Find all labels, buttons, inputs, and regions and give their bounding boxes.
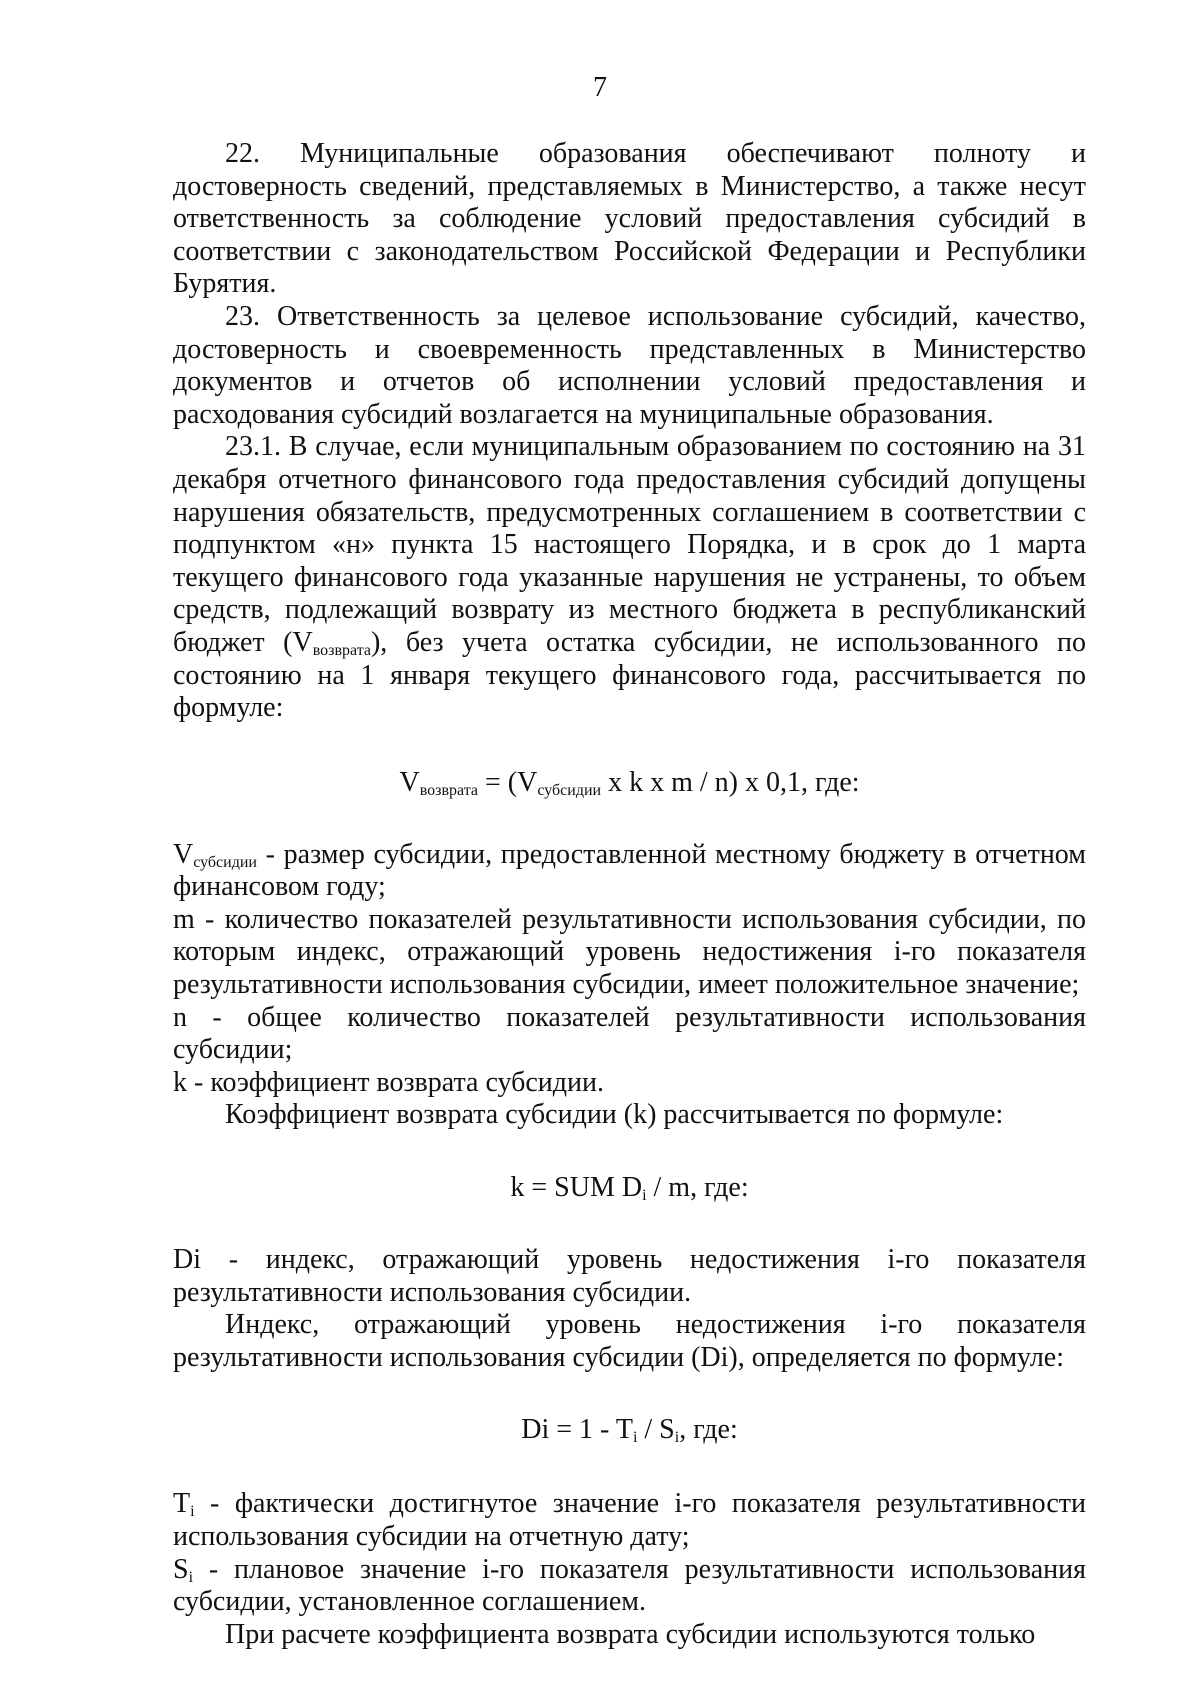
di-intro: Индекс, отражающий уровень недостижения i-го показателя результативности использования субсидии (Di), определяется по формуле: xyxy=(173,1309,1086,1373)
k-intro: Коэффициент возврата субсидии (k) рассчитывается по формуле: xyxy=(225,1099,1004,1131)
definition-m: m - количество показателей результативности использования субсидии, по которым индекс, отражающий уровень недостижения i-го показателя результативности использования субсидии, имеет положительное значение; xyxy=(173,903,1086,1001)
paragraph-23: 23. Ответственность за целевое использование субсидий, качество, достоверность и своевременность представленных в Министерство документов и отчетов об исполнении условий предоставления и расходования субсидий возлагается на муниципальные образования. xyxy=(173,300,1086,430)
last-paragraph: При расчете коэффициента возврата субсидии используются только xyxy=(225,1618,1036,1650)
definition-si: $S_i$ - плановое значение i-го показателя результативности использования субсидии, установленное соглашением. xyxy=(173,1553,1086,1618)
definition-v-subsidy: $V_{субсидии}$ - размер субсидии, предоставленной местному бюджету в отчетном финансовом году; xyxy=(173,838,1086,903)
page-number: 7 xyxy=(593,72,607,103)
paragraph-23-1: 23.1. В случае, если муниципальным образованием по состоянию на 31 декабря отчетного финансового года предоставления субсидий допущены нарушения обязательств, предусмотренных соглашением в соответствии с подпунктом «н» пункта 15 настоящего Порядка, и в срок до 1 марта текущего финансового года указанные нарушения не устранены, то объем средств, подлежащий возврату из местного бюджета в республиканский бюджет $(V_{возврата})$, без учета остатка субсидии, не использованного по состоянию на 1 января текущего финансового года, рассчитывается по формуле: xyxy=(173,431,1086,724)
formula-di: $Di = 1 - T_i / S_i$, где: xyxy=(521,1414,738,1447)
definition-k: k - коэффициент возврата субсидии. xyxy=(173,1066,605,1098)
paragraph-22: 22. Муниципальные образования обеспечивают полноту и достоверность сведений, представляемых в Министерство, а также несут ответственность за соблюдение условий предоставления субсидий в соответствии с законодательством Российской Федерации и Республики Бурятия. xyxy=(173,138,1086,300)
definition-di: Di - индекс, отражающий уровень недостижения i-го показателя результативности использования субсидии. xyxy=(173,1244,1086,1308)
definition-ti: $T_i$ - фактически достигнутое значение i-го показателя результативности использования субсидии на отчетную дату; xyxy=(173,1488,1086,1552)
formula-return-volume: $V_{возврата} = (V_{субсидии}$ x k x m / n) x 0,1, где: xyxy=(399,766,860,799)
formula-k: k = SUM $D_i$ / m, где: xyxy=(510,1172,749,1205)
definition-n: n - общее количество показателей результативности использования субсидии; xyxy=(173,1001,1086,1066)
document-body xyxy=(173,138,1086,1651)
